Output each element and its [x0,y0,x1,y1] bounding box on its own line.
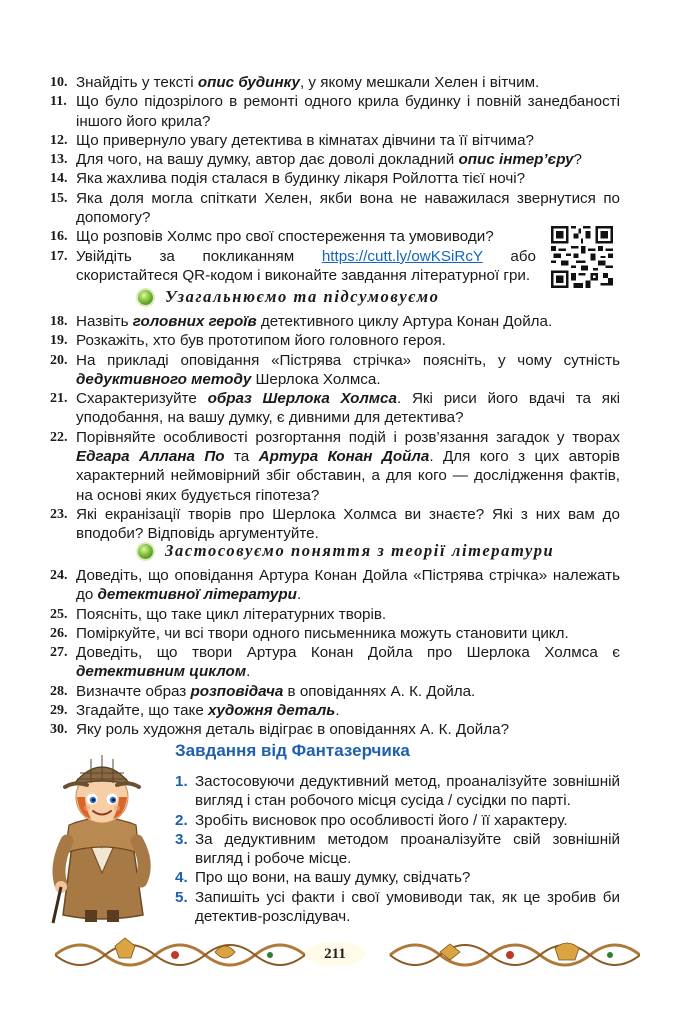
question-number: 11. [50,94,67,110]
task-number: 1. [175,773,188,790]
emphasis: детективної літератури [97,586,297,604]
question-number: 20. [50,352,68,368]
question-17: 17. Увійдіть за покликанням https://cutt.ly/owKSiRcY або скористайтеся QR-кодом і виконайте завдання літературної гри. [50,247,537,284]
emphasis: образ Шерлока Холмса [207,390,397,408]
question-10: 10. Знайдіть у тексті опис будинку, у якому мешкали Хелен і вітчим. [50,74,540,91]
question-27: 27. Доведіть, що твори Артура Конан Дойла про Шерлока Холмса є детективним циклом. [50,644,620,681]
question-number: 23. [50,506,68,522]
question-15: 15. Яка доля могла спіткати Хелен, якби вона не наважилася звернутися по допомогу? [50,189,620,227]
task-number: 3. [175,830,188,848]
emphasis: головних героїв [132,313,257,330]
emphasis: Едгара Аллана По [76,448,225,466]
question-22: 22. Порівняйте особливості розгортання подій і розв’язання загадок у творах Едгара Аллана По та Артура Конан Дойла. Для кого з цих авторів характерний неймовірний збіг обставин, а для кого — дослідження фактів, на основі яких будується гіпотеза? [50,428,620,504]
questions-list-b [50,312,620,544]
questions-list-c [50,566,620,740]
question-23: 23. Які екранізації творів про Шерлока Холмса ви знаєте? Які з них вам до вподоби? Відповідь аргументуйте. [50,505,620,543]
question-number: 25. [50,606,68,622]
question-number: 12. [50,132,68,148]
question-12: 12. Що привернуло увагу детектива в кімнатах дівчини та її вітчима? [50,131,534,149]
emphasis: опис будинку [197,74,300,91]
question-14: 14. Яка жахлива подія сталася в будинку лікаря Ройлотта тієї ночі? [50,170,526,188]
question-26: 26. Поміркуйте, чи всі твори одного письменника можуть становити цикл. [50,624,569,642]
question-25: 25. Поясніть, що таке цикл літературних творів. [50,605,387,623]
game-link[interactable]: https://cutt.ly/owKSiRcY [321,247,483,265]
task-item: 2. Зробіть висновок про особливості його / її характеру. [175,811,568,829]
emphasis: детективним циклом [76,663,247,681]
qr-code-icon[interactable] [551,226,613,288]
question-number: 17. [50,248,68,264]
fantasy-task-list [175,772,620,926]
question-number: 16. [50,229,68,245]
question-16: 16. Що розповів Холмс про свої спостереження та умовиводи? [50,228,494,246]
green-bullet-icon [138,290,153,305]
question-number: 14. [50,171,68,187]
question-24: 24. Доведіть, що оповідання Артура Конан Дойла «Пістрява стрічка» належать до детективної літератури. [50,567,620,604]
emphasis: розповідача [190,682,284,700]
question-11: 11. Що було підозрілого в ремонті одного крила будинку і повній занедбаності іншого його крила? [50,93,620,130]
task-item: 1. Застосовуючи дедуктивний метод, проаналізуйте зовнішній вигляд і стан робочого місця сусіда / сусідки по парті. [175,773,620,810]
task-number: 2. [175,811,188,829]
question-29: 29. Згадайте, що таке художня деталь. [50,702,340,720]
detective-boy-illustration [35,745,170,925]
task-item: 4. Про що вони, на вашу думку, свідчать? [175,869,471,887]
task-number: 4. [175,869,188,887]
section-heading-summary: Узагальнюємо та підсумовуємо [138,286,439,308]
task-item: 5. Запишіть усі факти і свої умовиводи так, як це зробив би детектив-розслідувач. [175,888,620,926]
question-18: 18. Назвіть головних героїв детективного циклу Артура Конан Дойла. [50,313,553,330]
task-number: 5. [175,888,188,906]
question-number: 21. [50,391,68,407]
question-number: 27. [50,645,68,661]
emphasis: художня деталь [208,702,336,720]
question-28: 28. Визначте образ розповідача в оповіданнях А. К. Дойла. [50,682,476,700]
task-item: 3. За дедуктивним методом проаналізуйте свій зовнішній вигляд і робоче місце. [175,830,620,868]
question-13: 13. Для чого, на вашу думку, автор дає доволі докладний опис інтер’єру? [50,151,582,169]
question-number: 26. [50,625,68,641]
question-number: 15. [50,190,68,206]
page-number: 211 [305,942,365,966]
question-number: 19. [50,333,68,349]
question-30: 30. Яку роль художня деталь відіграє в оповіданнях А. К. Дойла? [50,721,510,739]
question-number: 24. [50,568,68,583]
emphasis: дедуктивного методу [76,370,252,388]
question-number: 22. [50,429,68,445]
question-number: 18. [50,314,68,329]
question-19: 19. Розкажіть, хто був прототипом його головного героя. [50,332,446,350]
emphasis: Артура Конан Дойла [258,448,430,466]
question-20: 20. На прикладі оповідання «Пістрява стрічка» поясніть, у чому сутність дедуктивного методу Шерлока Холмса. [50,351,620,388]
question-number: 10. [50,75,68,90]
question-number: 30. [50,722,68,738]
fantasy-section-title: Завдання від Фантазерчика [175,741,410,760]
section-heading-theory: Застосовуємо поняття з теорії літератури [138,540,554,562]
questions-list-a [50,73,620,285]
question-21: 21. Схарактеризуйте образ Шерлока Холмса. Які риси його вдачі та які уподобання, на вашу думку, є дивними для детектива? [50,390,621,427]
question-number: 29. [50,703,68,719]
emphasis: опис інтер’єру [458,151,574,169]
question-number: 28. [50,683,68,699]
question-number: 13. [50,152,68,168]
green-bullet-icon [138,544,153,559]
